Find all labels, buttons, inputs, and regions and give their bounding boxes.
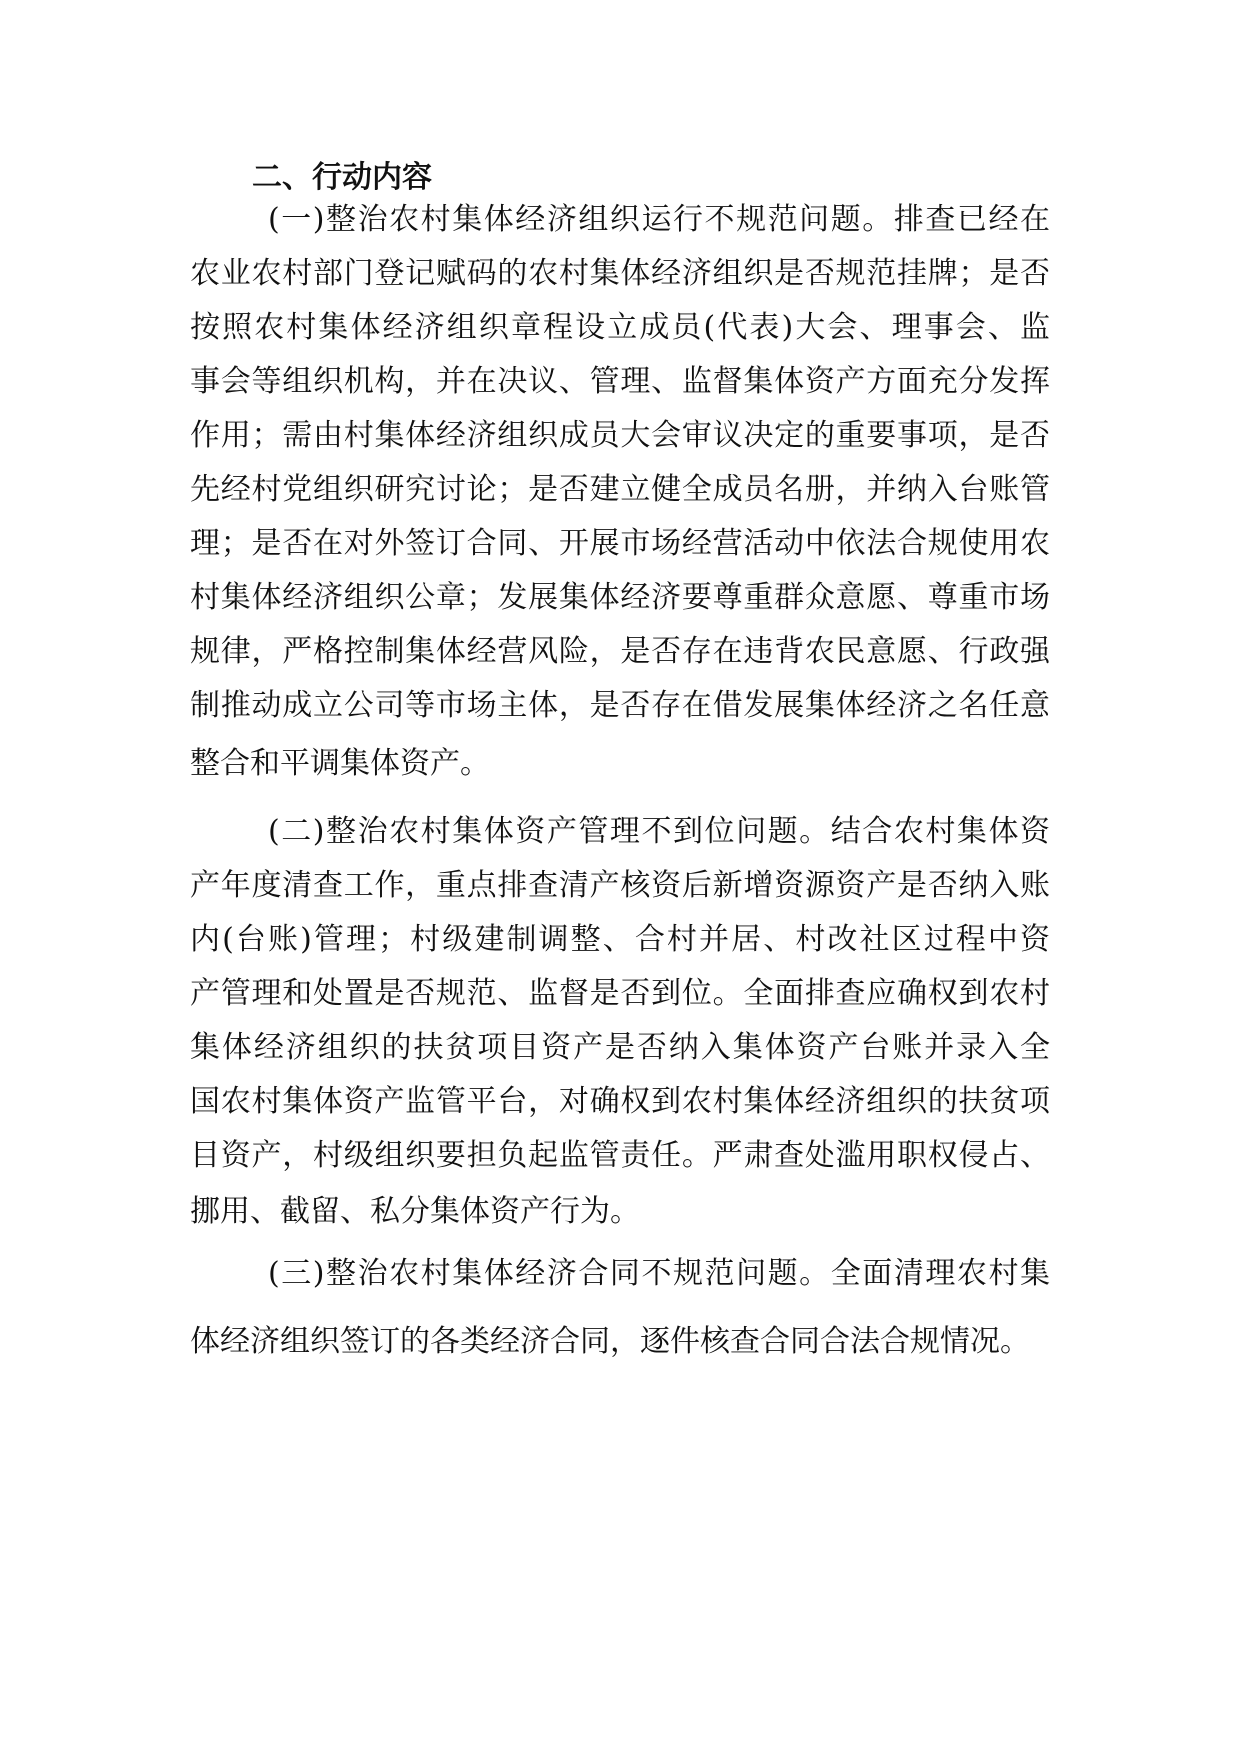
paragraph-line: 目资产，村级组织要担负起监管责任。严肃查处滥用职权侵占、 <box>190 1138 1050 1173</box>
paragraph-line: 按照农村集体经济组织章程设立成员(代表)大会、理事会、监 <box>190 310 1050 345</box>
paragraph-line: (二)整治农村集体资产管理不到位问题。结合农村集体资 <box>268 814 1050 849</box>
paragraph-line: 先经村党组织研究讨论；是否建立健全成员名册，并纳入台账管 <box>190 472 1050 507</box>
paragraph-line: 制推动成立公司等市场主体，是否存在借发展集体经济之名任意 <box>190 688 1050 723</box>
paragraph-line: 体经济组织签订的各类经济合同，逐件核查合同合法合规情况。 <box>190 1324 1030 1359</box>
paragraph-line: 产年度清查工作，重点排查清产核资后新增资源资产是否纳入账 <box>190 868 1050 903</box>
paragraph-line: 村集体经济组织公章；发展集体经济要尊重群众意愿、尊重市场 <box>190 580 1050 615</box>
paragraph-line: 集体经济组织的扶贫项目资产是否纳入集体资产台账并录入全 <box>190 1030 1050 1065</box>
paragraph-line: 内(台账)管理；村级建制调整、合村并居、村改社区过程中资 <box>190 922 1050 957</box>
section-heading: 二、行动内容 <box>252 160 432 195</box>
paragraph-line: 事会等组织机构，并在决议、管理、监督集体资产方面充分发挥 <box>190 364 1050 399</box>
paragraph-line: 规律，严格控制集体经营风险，是否存在违背农民意愿、行政强 <box>190 634 1050 669</box>
paragraph-line: (三)整治农村集体经济合同不规范问题。全面清理农村集 <box>268 1256 1050 1291</box>
paragraph-line: 产管理和处置是否规范、监督是否到位。全面排查应确权到农村 <box>190 976 1050 1011</box>
paragraph-line: 理；是否在对外签订合同、开展市场经营活动中依法合规使用农 <box>190 526 1050 561</box>
paragraph-line: 作用；需由村集体经济组织成员大会审议决定的重要事项，是否 <box>190 418 1050 453</box>
paragraph-line: 挪用、截留、私分集体资产行为。 <box>190 1194 640 1229</box>
paragraph-line: (一)整治农村集体经济组织运行不规范问题。排查已经在 <box>268 202 1050 237</box>
paragraph-line: 整合和平调集体资产。 <box>190 746 490 781</box>
paragraph-line: 农业农村部门登记赋码的农村集体经济组织是否规范挂牌；是否 <box>190 256 1050 291</box>
paragraph-line: 国农村集体资产监管平台，对确权到农村集体经济组织的扶贫项 <box>190 1084 1050 1119</box>
